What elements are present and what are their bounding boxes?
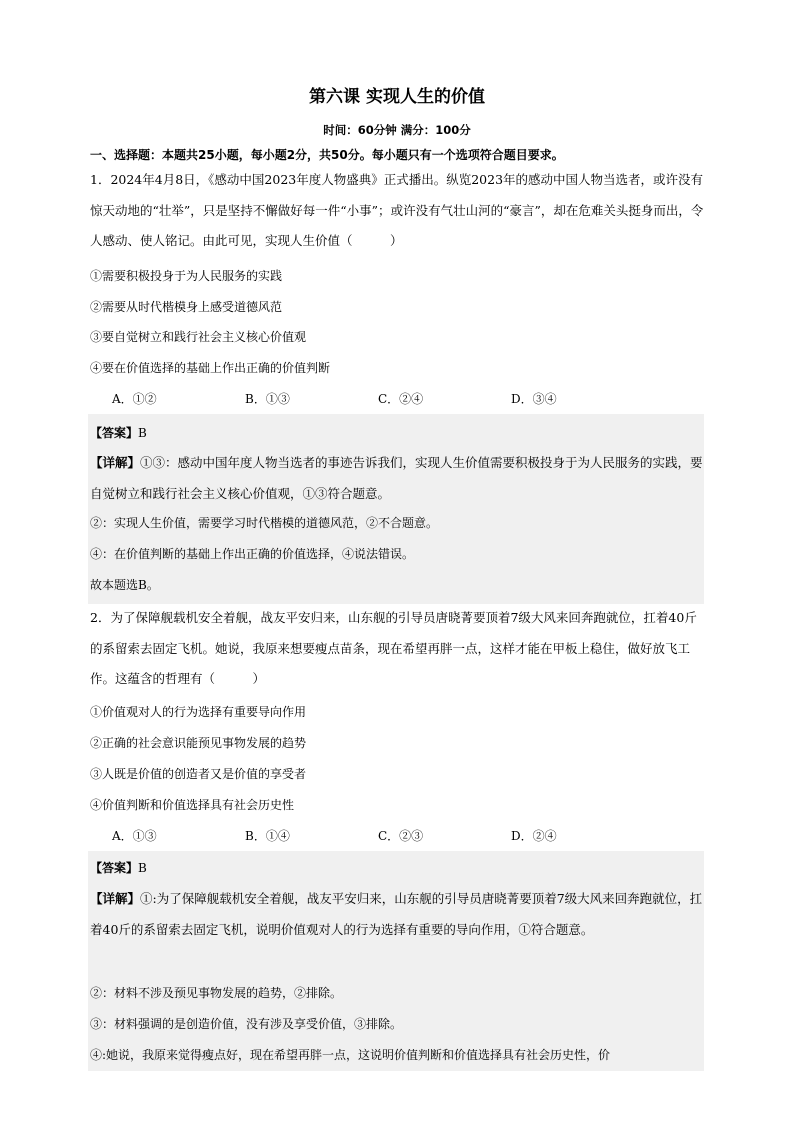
question-2-detail (90, 884, 704, 945)
question-2-choice-c: C．②③ (378, 829, 424, 843)
question-1-option-1: ①需要积极投身于为人民服务的实践 (90, 269, 283, 283)
exam-info: 时间：60分钟 满分：100分 (323, 123, 471, 137)
question-2-detail-line: ②：材料不涉及预见事物发展的趋势，②排除。 (90, 986, 343, 1000)
answer-label: 【答案】 (90, 861, 139, 875)
question-1-answer-block (88, 414, 704, 604)
question-1-detail-line: ④：在价值判断的基础上作出正确的价值选择，④说法错误。 (90, 547, 415, 561)
question-2-choice-d: D．②④ (511, 829, 557, 843)
question-1-choice-b: B．①③ (245, 392, 290, 406)
detail-label: 【详解】 (90, 891, 141, 906)
answer-value: B (138, 426, 147, 440)
question-2-option-4: ④价值判断和价值选择具有社会历史性 (90, 798, 295, 812)
question-1-stem: 1．2024年4月8日，《感动中国2023年度人物盛典》正式播出。纵览2023年的感动中国人物当选者，或许没有惊天动地的“壮举”，只是坚持不懈做好每一件“小事”；或许没有气壮山河的“豪言”，却在危难关头挺身而出，令人感动、使人铭记。由此可见，实现人生价值（ ） (90, 172, 704, 248)
question-1-choice-a: A．①② (112, 392, 157, 406)
question-1-detail-line: ②：实现人生价值，需要学习时代楷模的道德风范，②不合题意。 (90, 516, 439, 530)
detail-text: ①:为了保障舰载机安全着舰，战友平安归来，山东舰的引导员唐晓菁要顶着7级大风来回奔跑就位，扛着40斤的系留索去固定飞机，说明价值观对人的行为选择有重要的导向作用，①符合题意。 (90, 891, 703, 937)
answer-value: B (138, 861, 147, 875)
question-2-choice-b: B．①④ (245, 829, 290, 843)
question-2-answer-block (88, 851, 704, 1071)
question-1-option-2: ②需要从时代楷模身上感受道德风范 (90, 300, 283, 314)
question-2-choice-a: A．①③ (112, 829, 157, 843)
question-1-conclusion: 故本题选B。 (90, 578, 159, 592)
question-1-detail (90, 448, 704, 509)
question-1-choice-c: C．②④ (378, 392, 424, 406)
question-2-option-1: ①价值观对人的行为选择有重要导向作用 (90, 705, 307, 719)
answer-label: 【答案】 (90, 426, 139, 440)
question-1-choice-d: D．③④ (511, 392, 557, 406)
question-1-option-4: ④要在价值选择的基础上作出正确的价值判断 (90, 361, 331, 375)
question-1-option-3: ③要自觉树立和践行社会主义核心价值观 (90, 330, 307, 344)
question-2-option-3: ③人既是价值的创造者又是价值的享受者 (90, 767, 307, 781)
question-2-answer (90, 859, 147, 877)
detail-text: ①③：感动中国年度人物当选者的事迹告诉我们，实现人生价值需要积极投身于为人民服务的实践，要自觉树立和践行社会主义核心价值观，①③符合题意。 (90, 455, 703, 501)
question-1-answer (90, 424, 147, 442)
section-heading: 一、选择题：本题共25小题，每小题2分，共50分。每小题只有一个选项符合题目要求。 (90, 148, 564, 162)
question-2-detail-line: ④:她说，我原来觉得瘦点好，现在希望再胖一点，这说明价值判断和价值选择具有社会历史性，价 (90, 1048, 611, 1062)
question-2-stem: 2．为了保障舰载机安全着舰，战友平安归来，山东舰的引导员唐晓菁要顶着7级大风来回奔跑就位，扛着40斤的系留索去固定飞机。她说，我原来想要瘦点苗条，现在希望再胖一点，这样才能在甲板上稳住，做好放飞工作。这蕴含的哲理有（ ） (90, 610, 697, 686)
detail-label: 【详解】 (90, 455, 141, 470)
page-title: 第六课 实现人生的价值 (309, 87, 485, 107)
question-2-detail-line: ③：材料强调的是创造价值，没有涉及享受价值，③排除。 (90, 1017, 403, 1031)
question-2-option-2: ②正确的社会意识能预见事物发展的趋势 (90, 736, 307, 750)
